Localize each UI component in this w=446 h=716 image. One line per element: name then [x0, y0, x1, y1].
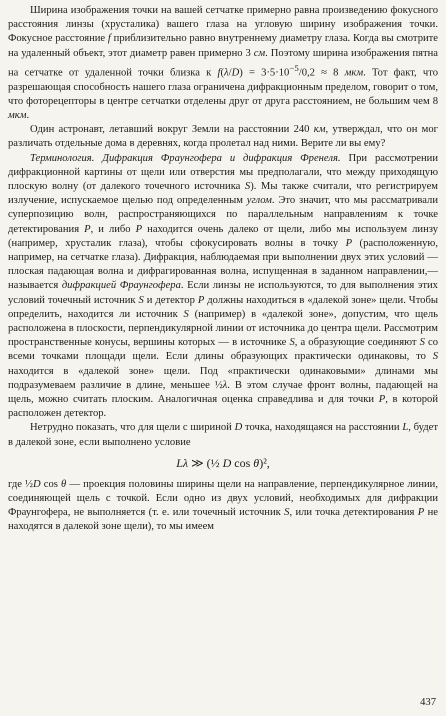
- page-body: [8, 4, 438, 535]
- page-number: 437: [420, 697, 436, 708]
- paragraph-terminology: Терминология. Дифракция Фраунгофера и дифракция Френеля. При рассмотрении дифракционной картины от щели или отверстия мы предполагали, что между приходящую плоскую волну (от далекого точечного источника S). Мы также считали, что регистрируем излучение, испускаемое щелью под определенным углом. Это значит, что мы рассматривали суперпозицию волн, распространяющихся по параллельным направлениям к точке детектирования P, и либо P находится очень далеко от щели, либо мы используем линзу (например, хрусталик глаза), чтобы сфокусировать волны в точку P (расположенную, например, на сетчатке глаза). Дифракция, наблюдаемая при выполнении двух этих условий — плоская падающая волна и дифрагированная волна, испущенная в заданном направлении,— называется дифракцией Фраунгофера. Если линзы не используются, то для выполнения этих условий точечный источник S и детектор P должны находиться в «далекой зоне» щели. Чтобы определить, находится ли источник S (например) в «далекой зоне», допустим, что щель расположена в плоскости, перпендикулярной линии от источника до центра щели. Рассмотрим пространственные конусы, вершины которых — в источнике S, а образующие соединяют S со всеми точками площади щели. Если длины образующих практически одинаковы, то S находится в «далекой зоне» щели. Под «практически одинаковыми» длинами мы подразумеваем различие в длине, меньшее ½λ. В этом случае фронт волны, падающей на щель, можно считать плоским. Аналогичная оценка справедлива и для точки P, в которой расположен детектор.: [8, 152, 439, 420]
- paragraph-closing: где ½D cos θ — проекция половины ширины щели на направление, перпендикулярное линии, соединяющей щель с точкой. Если одно из двух условий, необходимых для дифракции Фраунгофера, не выполняется (т. е. или точечный источник S, или точка детектирования P не находятся в далекой зоне щели), то мы имеем: [8, 478, 438, 533]
- paragraph-retina: Ширина изображения точки на вашей сетчатке примерно равна произведению фокусного расстояния линзы (хрусталика) вашего глаза на угловую ширину изображения точки. Фокусное расстояние f приблизительно равно внутреннему диаметру глаза. Когда вы смотрите на удаленный объект, этот диаметр равен примерно 3 см. Поэтому ширина изображения пятна на сетчатке от удаленной точки близка к $f(\lambda/D) = 3\cdot 5\cdot 10^{-5}/0,2 \approx 8$ мкм. Тот факт, что разрешающая способность нашего глаза ограничена дифракционным пределом, говорит о том, что фоторецепторы в центре сетчатки отделены друг от друга расстоянием, не большим чем 8 мкм.: [8, 5, 439, 121]
- paragraph-far-zone: Нетрудно показать, что для щели с шириной D точка, находящаяся на расстоянии L, будет в далекой зоне, если выполнено условие: [8, 422, 439, 448]
- formula-far-zone: Lλ ≫ (½ D cos θ)²,: [176, 455, 270, 470]
- paragraph-astronaut: Один астронавт, летавший вокруг Земли на расстоянии 240 км, утверждал, что он мог различать отдельные дома в деревнях, когда пролетал над ними. Верите ли вы ему?: [8, 124, 438, 150]
